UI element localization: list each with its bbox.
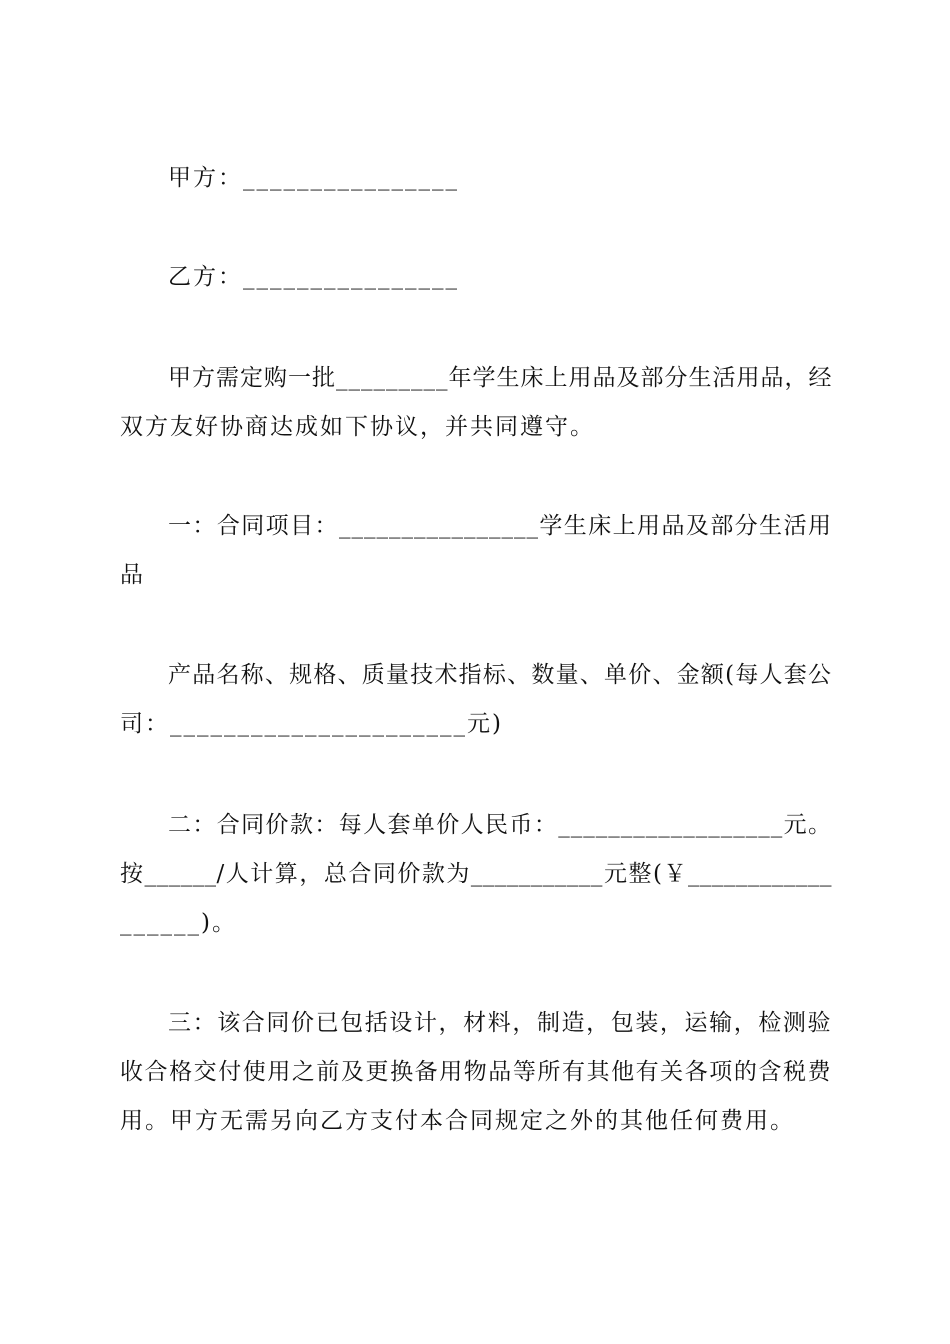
- party-b-line: 乙方：________________: [168, 264, 459, 290]
- clause-1-line-1: 一：合同项目：________________学生床上用品及部分生活用: [168, 513, 832, 539]
- clause-3-line-3: 用。甲方无需另向乙方支付本合同规定之外的其他任何费用。: [120, 1108, 795, 1134]
- product-spec-line-2: 司：______________________元): [120, 711, 503, 737]
- intro-paragraph-line-2: 双方友好协商达成如下协议，并共同遵守。: [120, 414, 595, 440]
- clause-3-line-2: 收合格交付使用之前及更换备用物品等所有其他有关各项的含税费: [120, 1059, 832, 1085]
- clause-2-line-2: 按______/人计算，总合同价款为___________元整(￥____________: [120, 861, 832, 887]
- intro-paragraph-line-1: 甲方需定购一批_________年学生床上用品及部分生活用品，经: [168, 365, 833, 391]
- party-a-line: 甲方：________________: [168, 165, 459, 191]
- product-spec-line-1: 产品名称、规格、质量技术指标、数量、单价、金额(每人套公: [168, 662, 832, 688]
- clause-1-line-2: 品: [120, 562, 145, 588]
- clause-2-line-1: 二：合同价款：每人套单价人民币：__________________元。: [168, 812, 832, 838]
- clause-3-line-1: 三：该合同价已包括设计，材料，制造，包装，运输，检测验: [168, 1010, 832, 1036]
- clause-2-line-3: ______)。: [120, 910, 237, 936]
